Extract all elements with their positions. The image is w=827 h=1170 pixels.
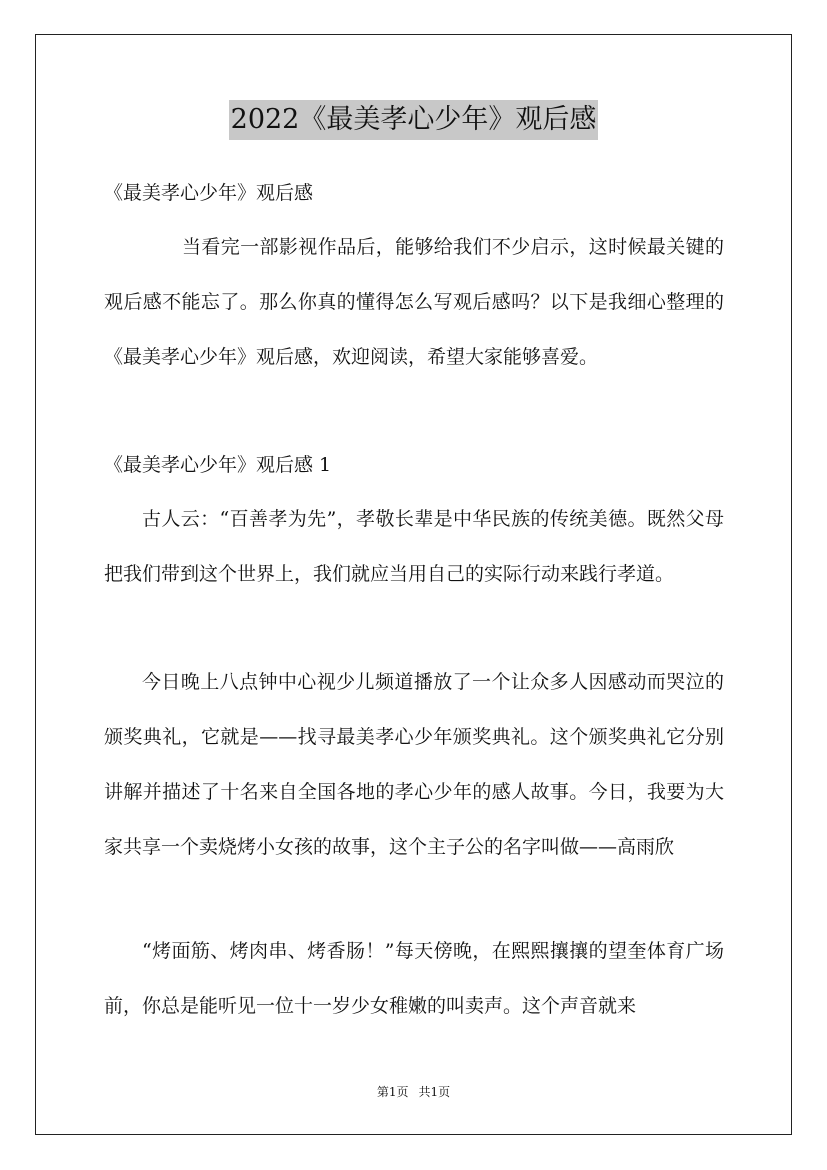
- body-paragraph: 古人云：“百善孝为先”，孝敬长辈是中华民族的传统美德。既然父母把我们带到这个世界上，我们就应当用自己的实际行动来践行孝道。: [104, 508, 724, 585]
- page-footer: [0, 1084, 827, 1100]
- title-container: [0, 100, 827, 140]
- body-paragraph: “烤面筋、烤肉串、烤香肠！”每天傍晚，在熙熙攘攘的望奎体育广场前，你总是能听见一位十一岁少女稚嫩的叫卖声。这个声音就来: [104, 940, 724, 1017]
- document-title: 2022《最美孝心少年》观后感: [229, 100, 599, 140]
- page-number-total: 共1页: [418, 1085, 451, 1099]
- body-paragraph: 今日晚上八点钟中心视少儿频道播放了一个让众多人因感动而哭泣的颁奖典礼，它就是——找寻最美孝心少年颁奖典礼。这个颁奖典礼它分别讲解并描述了十名来自全国各地的孝心少年的感人故事。今日，我要为大家共享一个卖烧烤小女孩的故事，这个主子公的名字叫做——高雨欣: [104, 671, 724, 858]
- document-subtitle: 《最美孝心少年》观后感: [104, 182, 314, 204]
- intro-paragraph: 当看完一部影视作品后，能够给我们不少启示，这时候最关键的观后感不能忘了。那么你真的懂得怎么写观后感吗？以下是我细心整理的《最美孝心少年》观后感，欢迎阅读，希望大家能够喜爱。: [104, 236, 724, 368]
- section-heading: 《最美孝心少年》观后感 1: [104, 454, 332, 476]
- page-number-current: 第1页: [376, 1085, 409, 1099]
